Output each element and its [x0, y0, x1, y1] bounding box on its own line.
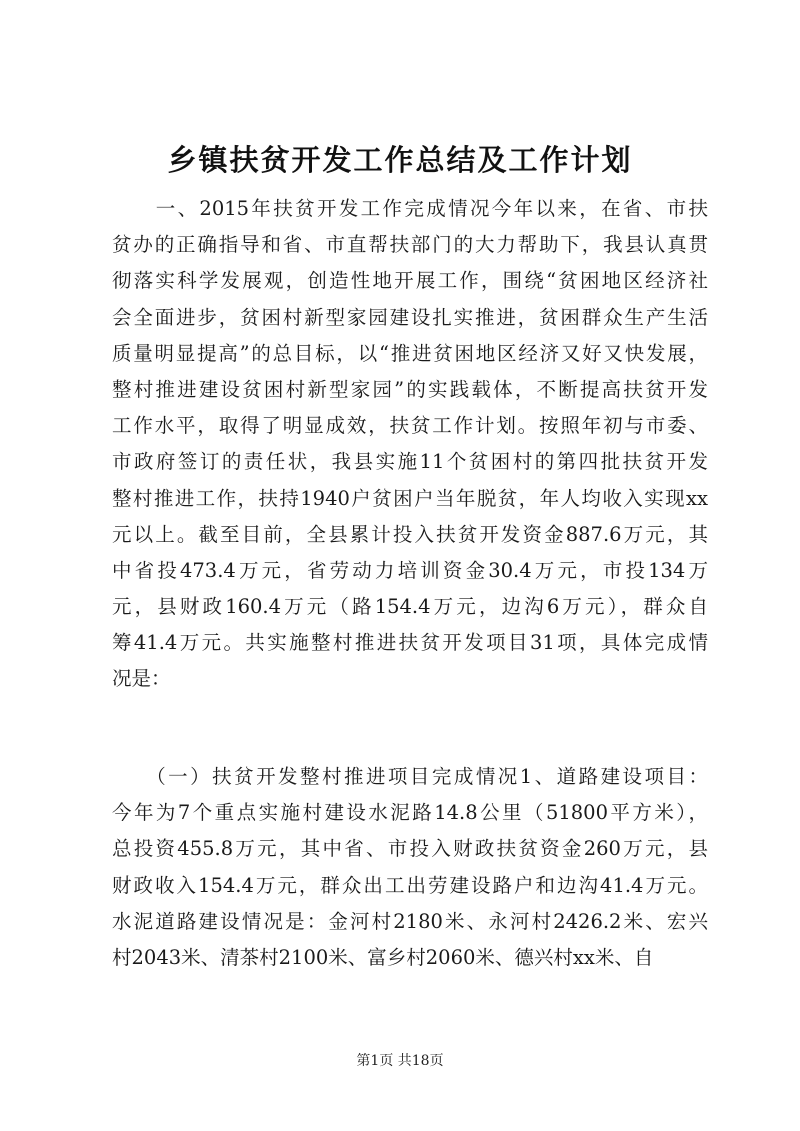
text-line: 水泥道路建设情况是：金河村2180米、永河村2426.2米、宏兴: [112, 909, 708, 933]
text-line: 今年为7个重点实施村建设水泥路14.8公里（51800平方米），: [112, 801, 708, 825]
paragraph-2: [112, 759, 708, 976]
document-title: 乡镇扶贫开发工作总结及工作计划: [167, 143, 633, 177]
text-line: 整村推进工作，扶持1940户贫困户当年脱贫，年人均收入实现xx: [112, 486, 708, 510]
text-line: 总投资455.8万元，其中省、市投入财政扶贫资金260万元，县: [112, 837, 708, 861]
text-line: 工作水平，取得了明显成效，扶贫工作计划。按照年初与市委、: [112, 414, 708, 438]
text-line: 筹41.4万元。共实施整村推进扶贫开发项目31项，具体完成情: [112, 631, 708, 655]
text-line: （一）扶贫开发整村推进项目完成情况1、道路建设项目：: [112, 765, 708, 788]
text-line: 元，县财政160.4万元（路154.4万元，边沟6万元），群众自: [112, 595, 708, 619]
text-line: 中省投473.4万元，省劳动力培训资金30.4万元，市投134万: [112, 558, 708, 582]
text-line: 元以上。截至目前，全县累计投入扶贫开发资金887.6万元，其: [112, 522, 708, 546]
page-footer: 第1页 共18页: [356, 1053, 444, 1069]
text-line: 一、2015年扶贫开发工作完成情况今年以来，在省、市扶: [112, 197, 708, 220]
text-line: 况是：: [112, 667, 171, 691]
text-line: 财政收入154.4万元，群众出工出劳建设路户和边沟41.4万元。: [112, 873, 708, 897]
text-line: 彻落实科学发展观，创造性地开展工作，围绕“贫困地区经济社: [112, 269, 708, 293]
text-line: 会全面进步，贫困村新型家园建设扎实推进，贫困群众生产生活: [112, 305, 708, 329]
text-line: 市政府签订的责任状，我县实施11个贫困村的第四批扶贫开发: [112, 450, 708, 474]
paragraph-1: [112, 191, 708, 698]
text-line: 村2043米、清茶村2100米、富乡村2060米、德兴村xx米、自: [112, 945, 654, 969]
text-line: 整村推进建设贫困村新型家园”的实践载体，不断提高扶贫开发: [112, 377, 708, 401]
text-line: 质量明显提高”的总目标，以“推进贫困地区经济又好又快发展，: [112, 341, 708, 365]
text-line: 贫办的正确指导和省、市直帮扶部门的大力帮助下，我县认真贯: [112, 233, 708, 257]
